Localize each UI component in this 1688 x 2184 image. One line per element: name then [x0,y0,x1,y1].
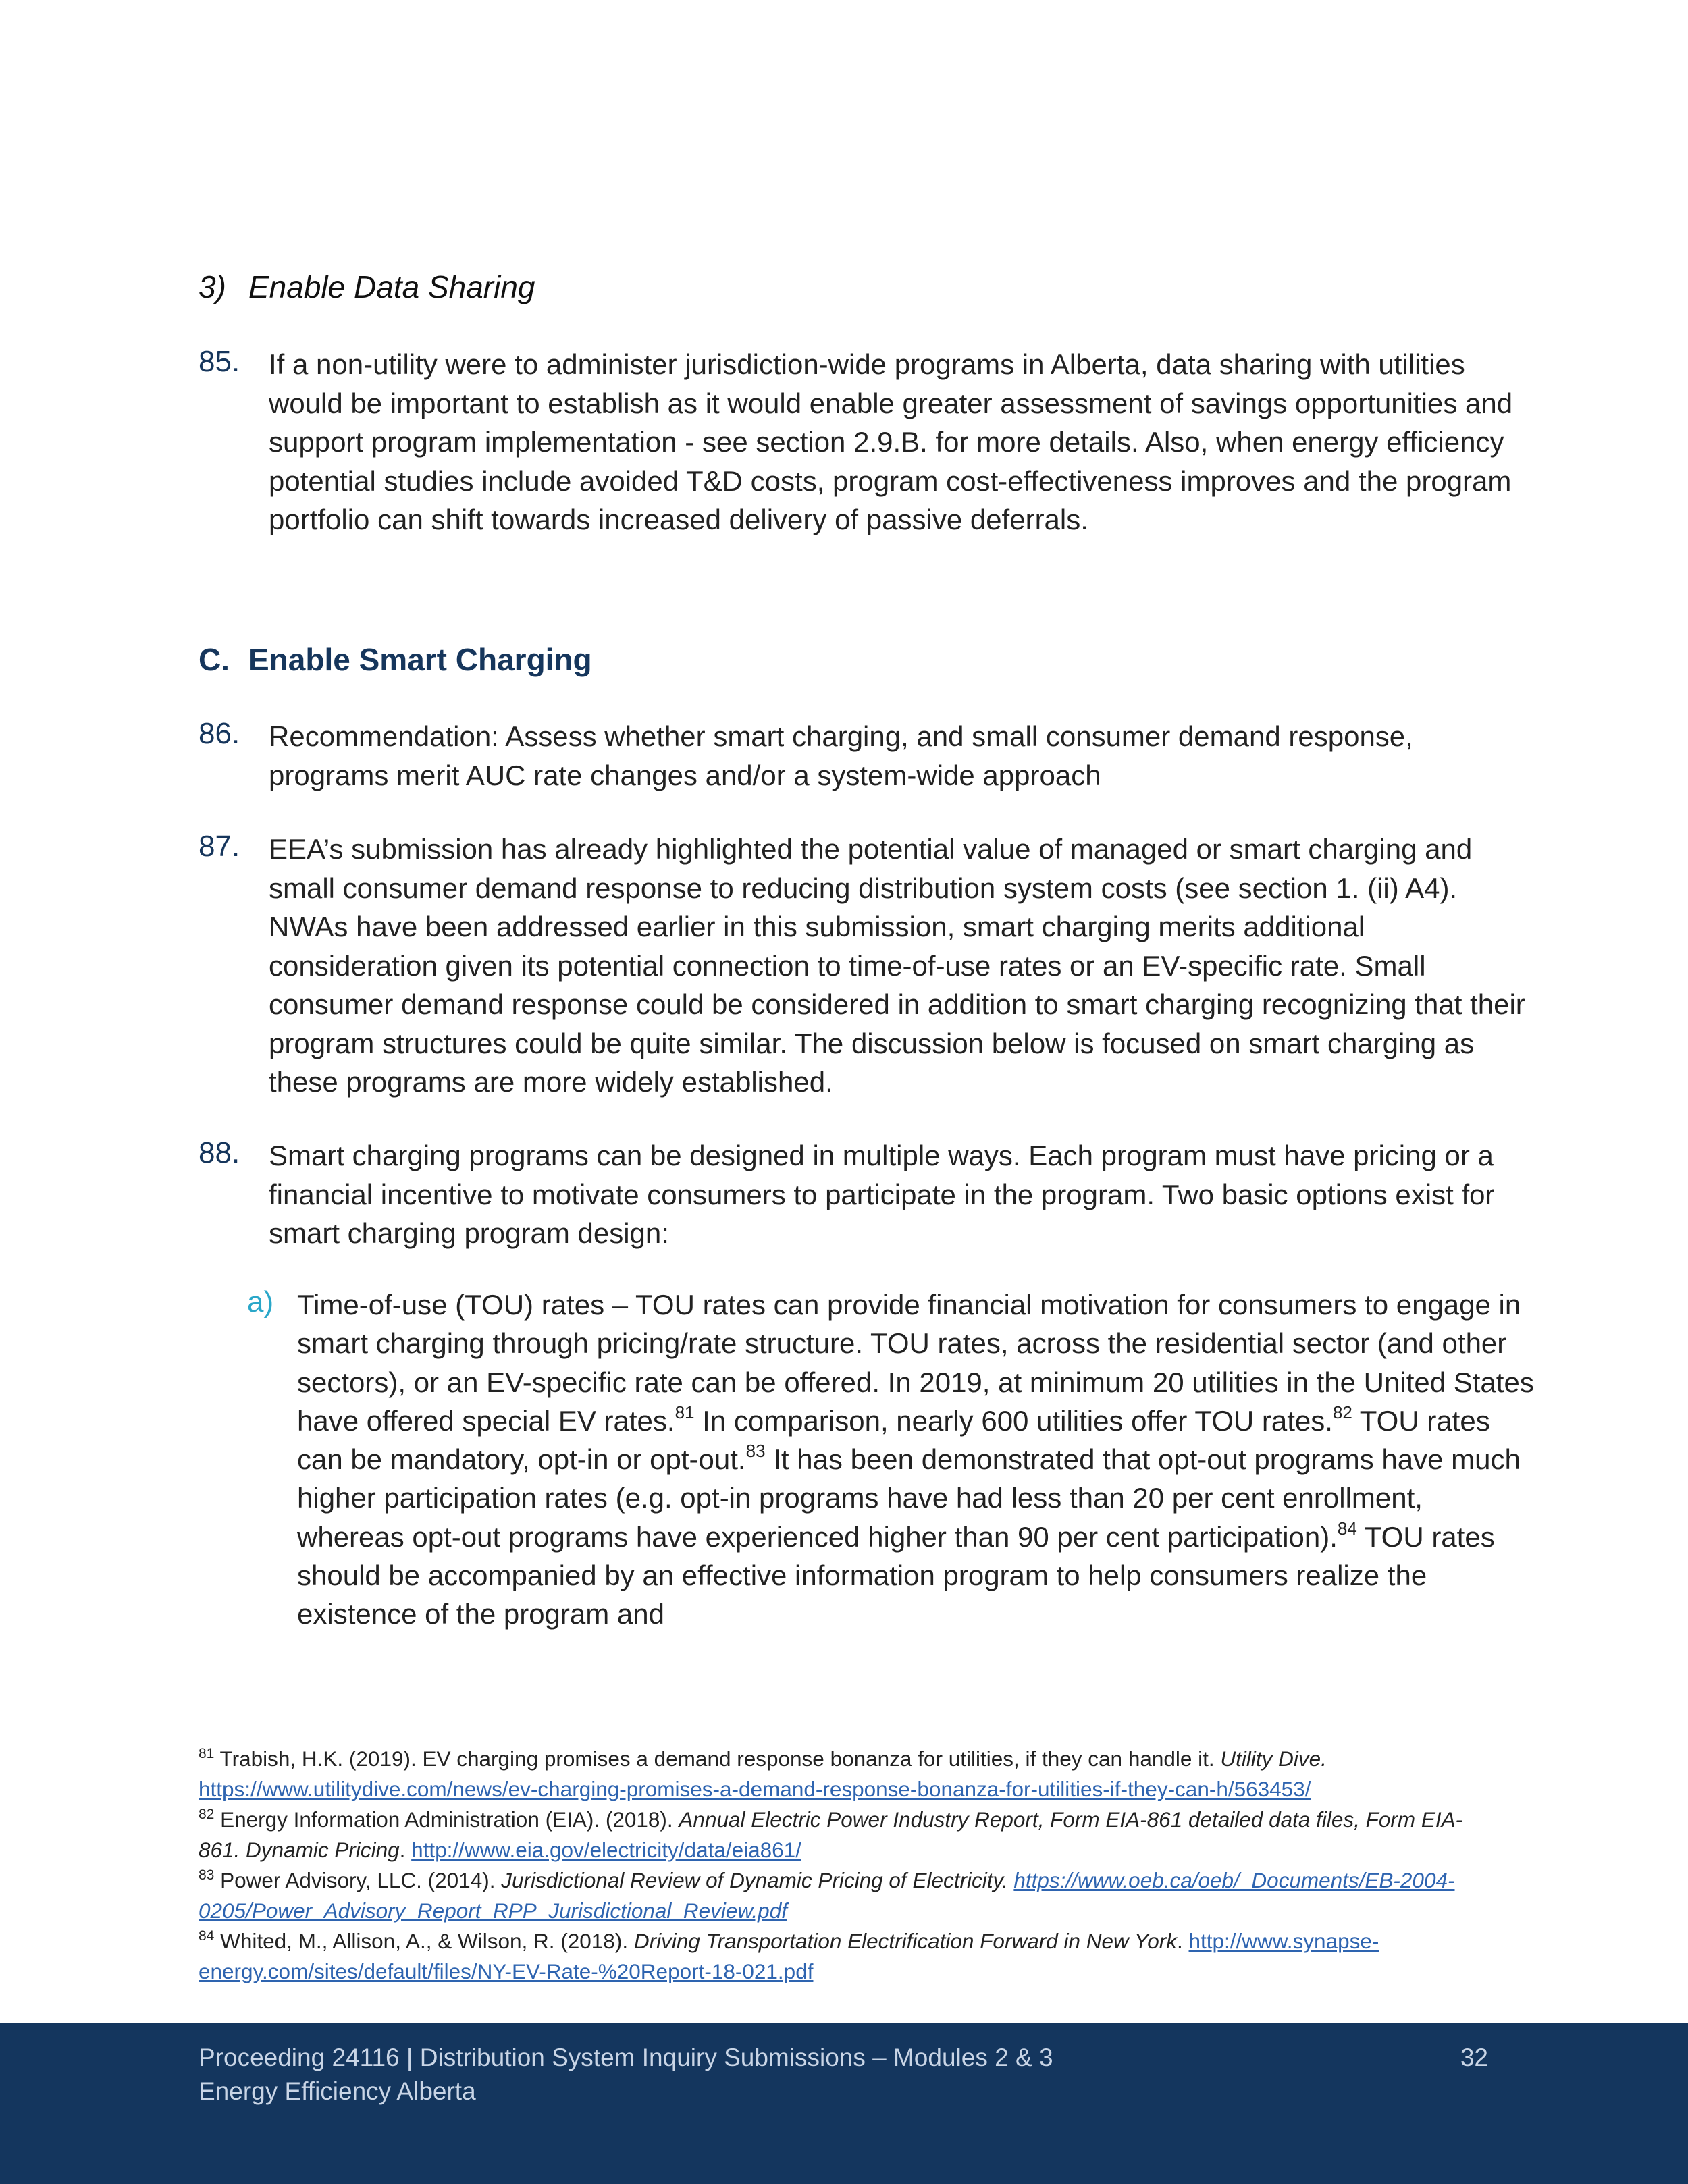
footnote-ref-83[interactable]: 83 [745,1441,766,1462]
paragraph-number: 87. [199,830,240,863]
footer-proceeding: Proceeding 24116 | Distribution System Inquiry Submissions – Modules 2 & 3 [199,2044,1053,2071]
footnote-link[interactable]: http://www.synapse-energy.com/sites/default/files/NY-EV-Rate-%20Report-18-021.pdf [199,1929,1379,1983]
footnote-83: $^{83}$ Power Advisory, LLC. (2014). Jurisdictional Review of Dynamic Pricing of Electricity. https://www.oeb.ca/oeb/_Documents/EB-2004-0205/Power_Advisory_Report_RPP_Jurisdictional_Review.pdf [199,1867,1455,1923]
section-letter: C. [199,642,230,677]
list-item-text: Time-of-use (TOU) rates – TOU rates can provide financial motivation for consumers to engage in smart charging through pricing/rate structure. TOU rates, across the residential sector (and other sectors), or an EV-specific rate can be offered. In 2019, at minimum 20 utilities in the United States have offered special EV rates.$^{81}$ In comparison, nearly 600 utilities offer TOU rates.$^{82}$ TOU rates can be mandatory, opt-in or opt-out.$^{83}$ It has been demonstrated that opt-out programs have much higher participation rates (e.g. opt-in programs have had less than 20 per cent enrollment, whereas opt-out programs have experienced higher than 90 per cent participation).$^{84}$ TOU rates should be accompanied by an effective information program to help consumers realize the existence of the program and [297,1289,1534,1630]
subsection-heading [199,269,535,305]
footer-organization: Energy Efficiency Alberta [199,2077,476,2105]
footnote-82: $^{82}$ Energy Information Administration (EIA). (2018). Annual Electric Power Industry Report, Form EIA-861 detailed data files, Form EIA-861. Dynamic Pricing. http://www.eia.gov/electricity/data/eia861/ [199,1807,1463,1862]
paragraph-number: 88. [199,1136,240,1169]
section-title: Enable Smart Charging [248,642,592,677]
footnote-ref-82[interactable]: 82 [1332,1402,1352,1422]
footnote-81: $^{81}$ Trabish, H.K. (2019). EV charging promises a demand response bonanza for utilities, if they can handle it. Utility Dive. https://www.utilitydive.com/news/ev-charging-promises-a-demand-response-bonanza-for-utilities-if-they-can-h/563453/ [199,1746,1327,1801]
page-number: 32 [1460,2044,1488,2071]
section-heading [199,641,592,678]
footnote-84: $^{84}$ Whited, M., Allison, A., & Wilson, R. (2018). Driving Transportation Electrification Forward in New York. http://www.synapse-energy.com/sites/default/files/NY-EV-Rate-%20Report-18-021.pdf [199,1928,1379,1983]
subsection-number: 3) [199,269,226,304]
footnote-ref-84[interactable]: 84 [1337,1518,1357,1539]
subsection-title: Enable Data Sharing [248,269,535,304]
paragraph-text: Smart charging programs can be designed in multiple ways. Each program must have pricing or a financial incentive to motivate consumers to participate in the program. Two basic options exist for smart charging program design: [269,1140,1495,1249]
footnotes [199,1744,1502,1987]
page-footer [0,2023,1688,2184]
footnote-link[interactable]: https://www.oeb.ca/oeb/_Documents/EB-2004-0205/Power_Advisory_Report_RPP_Jurisdictional_Review.pdf [199,1868,1455,1923]
paragraph-text: Recommendation: Assess whether smart charging, and small consumer demand response, programs merit AUC rate changes and/or a system-wide approach [269,720,1413,791]
paragraph-text: EEA’s submission has already highlighted the potential value of managed or smart charging and small consumer demand response to reducing distribution system costs (see section 1. (ii) A4). NWAs have been addressed earlier in this submission, smart charging merits additional consideration given its potential connection to time-of-use rates or an EV-specific rate. Small consumer demand response could be considered in addition to smart charging recognizing that their program structures could be quite similar. The discussion below is focused on smart charging as these programs are more widely established. [269,833,1525,1098]
footnote-ref-81[interactable]: 81 [675,1402,695,1422]
paragraph-number: 85. [199,345,240,378]
paragraph-number: 86. [199,717,240,750]
footnote-link[interactable]: http://www.eia.gov/electricity/data/eia861/ [411,1838,801,1862]
paragraph-text: If a non-utility were to administer jurisdiction-wide programs in Alberta, data sharing with utilities would be important to establish as it would enable greater assessment of savings opportunities and support program implementation - see section 2.9.B. for more details. Also, when energy efficiency potential studies include avoided T&D costs, program cost-effectiveness improves and the program portfolio can shift towards increased delivery of passive deferrals. [269,348,1513,535]
footnote-link[interactable]: https://www.utilitydive.com/news/ev-charging-promises-a-demand-response-bonanza-for-utilities-if-they-can-h/563453/ [199,1777,1311,1801]
list-item-label: a) [247,1285,274,1319]
